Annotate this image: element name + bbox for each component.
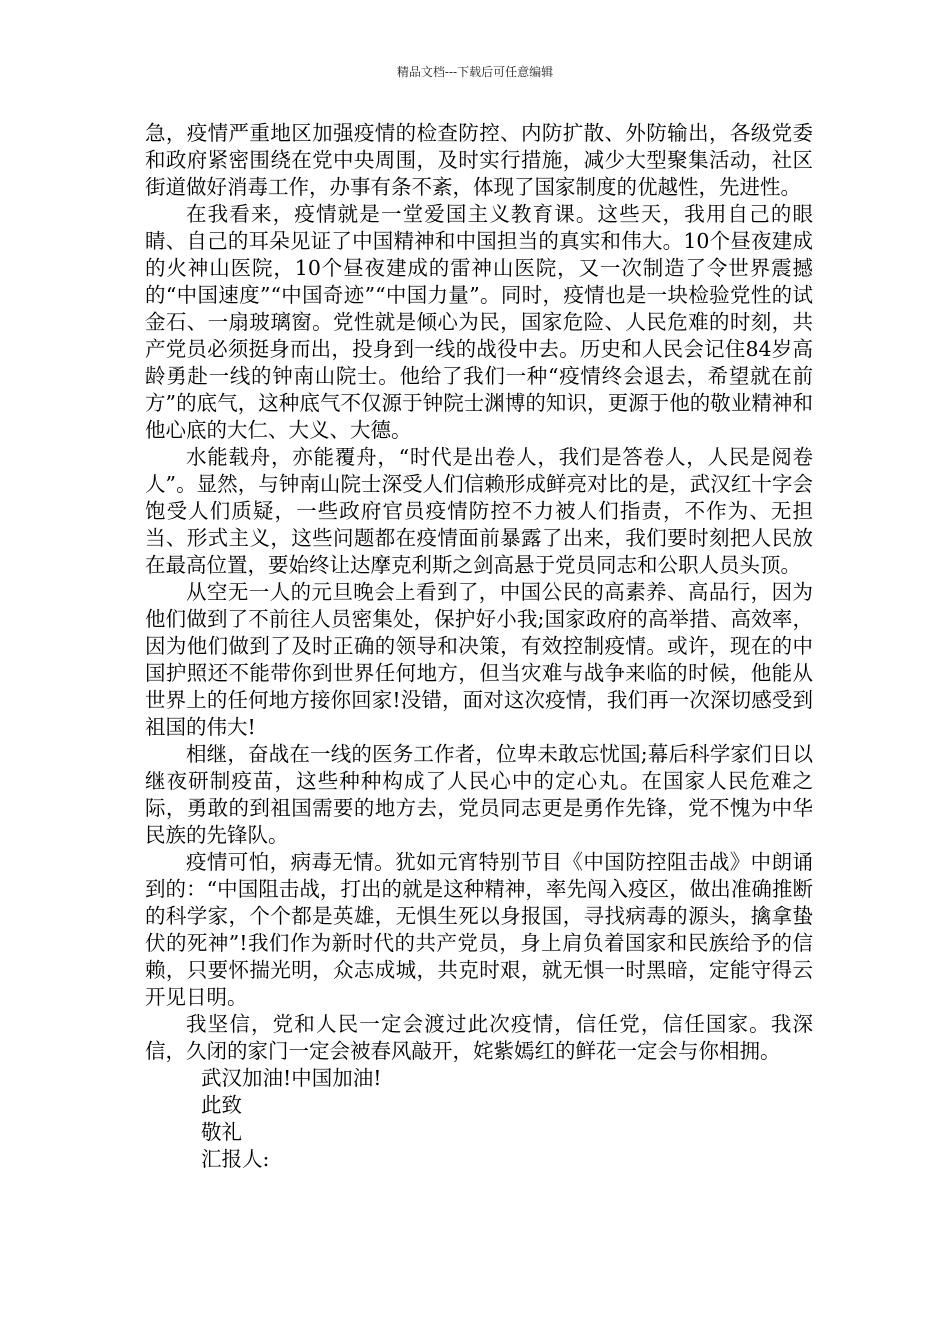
page-header: 精品文档---下载后可任意编辑 (396, 65, 554, 79)
paragraph-patriotism: 在我看来，疫情就是一堂爱国主义教育课。这些天，我用自己的眼睛、自己的耳朵见证了中国精神和中国担当的真实和伟大。10个昼夜建成的火神山医院，10个昼夜建成的雷神山医院，又一次制造了令世界震撼的“中国速度”“中国奇迹”“中国力量”。同时，疫情也是一块检验党性的试金石、一扇玻璃窗。党性就是倾心为民，国家危险、人民危难的时刻，共产党员必须挺身而出，投身到一线的战役中去。历史和人民会记住84岁高龄勇赴一线的钟南山院士。他给了我们一种“疫情终会退去，希望就在前方”的底气，这种底气不仅源于钟院士渊博的知识，更源于他的敬业精神和他心底的大仁、大义、大德。 (145, 202, 813, 442)
paragraph-continuation: 急，疫情严重地区加强疫情的检查防控、内防扩散、外防输出，各级党委和政府紧密围绕在党中央周围，及时实行措施，减少大型聚集活动，社区街道做好消毒工作，办事有条不紊，体现了国家制度的优越性，先进性。 (145, 121, 813, 199)
closing-salutation-2: 敬礼 (201, 1120, 242, 1144)
paragraph-accountability: 水能载舟，亦能覆舟，“时代是出卷人，我们是答卷人，人民是阅卷人”。显然，与钟南山院士深受人们信赖形成鲜亮对比的是，武汉红十字会饱受人们质疑，一些政府官员疫情防控不力被人们指责，不作为、无担当、形式主义，这些问题都在疫情面前暴露了出来，我们要时刻把人民放在最高位置，要始终让达摩克利斯之剑高悬于党员同志和公职人员头顶。 (145, 445, 813, 577)
paragraph-spirit: 疫情可怕，病毒无情。犹如元宵特别节目《中国防控阻击战》中朗诵到的：“中国阻击战，打出的就是这种精神，率先闯入疫区，做出准确推断的科学家，个个都是英雄，无惧生死以身报国，寻找病毒的源头，擒拿蛰伏的死神”!我们作为新时代的共产党员，身上肩负着国家和民族给予的信赖，只要怀揣光明，众志成城，共克时艰，就无惧一时黑暗，定能守得云开见日明。 (145, 850, 813, 1009)
paragraph-belief: 我坚信，党和人民一定会渡过此次疫情，信任党，信任国家。我深信，久闭的家门一定会被春风敲开，姹紫嫣红的鲜花一定会与你相拥。 (145, 1012, 813, 1063)
paragraph-citizens: 从空无一人的元旦晚会上看到了，中国公民的高素养、高品行，因为他们做到了不前往人员密集处，保护好小我;国家政府的高举措、高效率，因为他们做到了及时正确的领导和决策，有效控制疫情。或许，现在的中国护照还不能带你到世界任何地方，但当灾难与战争来临的时候，他能从世界上的任何地方接你回家!没错，面对这次疫情，我们再一次深切感受到祖国的伟大! (145, 580, 813, 739)
reporter-label: 汇报人: (201, 1147, 270, 1171)
closing-slogan: 武汉加油!中国加油! (201, 1066, 382, 1090)
paragraph-medical-workers: 相继，奋战在一线的医务工作者，位卑未敢忘忧国;幕后科学家们日以继夜研制疫苗，这些种种构成了人民心中的定心丸。在国家人民危难之际，勇敢的到祖国需要的地方去，党员同志更是勇作先锋，党不愧为中华民族的先锋队。 (145, 742, 813, 847)
closing-salutation-1: 此致 (201, 1093, 242, 1117)
document-body (145, 120, 813, 1173)
